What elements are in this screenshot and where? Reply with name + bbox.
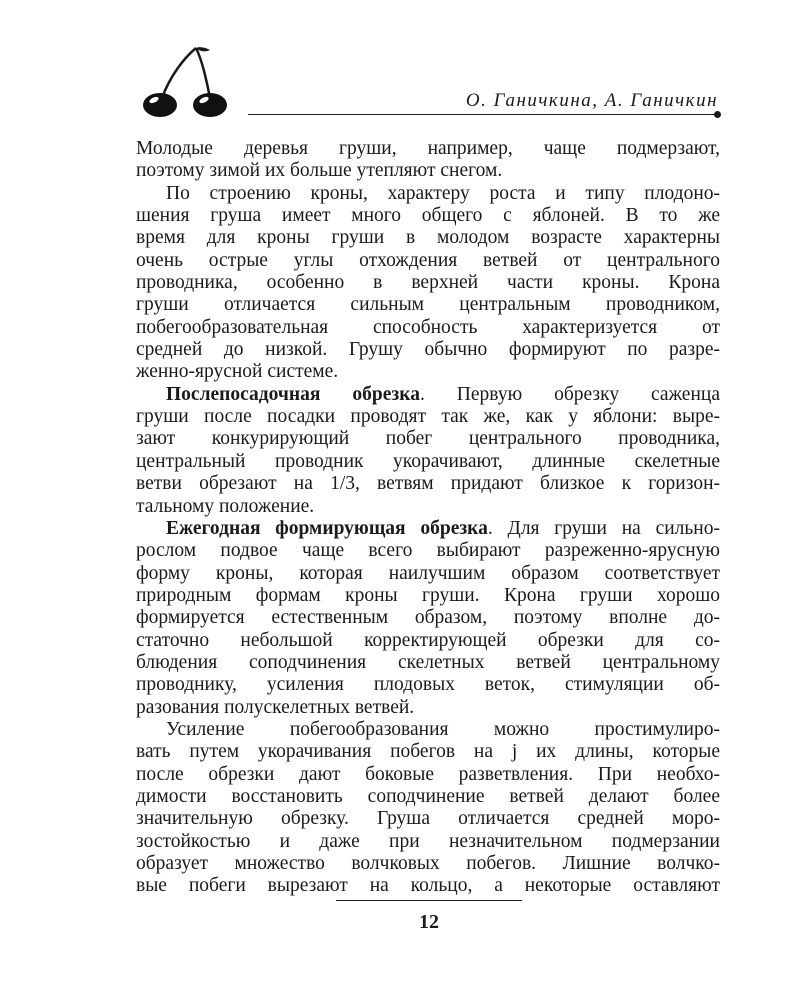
page-body bbox=[136, 138, 720, 898]
text-line: образует множество волчковых побегов. Лишние волчко- bbox=[136, 853, 720, 874]
cherries-icon bbox=[140, 40, 240, 120]
paragraph bbox=[136, 138, 720, 183]
text-line: Усиление побегообразования можно простимулиро- bbox=[166, 718, 720, 740]
text-line: тальному положение. bbox=[136, 495, 315, 517]
text-line: разования полускелетных ветвей. bbox=[136, 696, 415, 718]
text-line: статочно небольшой корректирующей обрезки для со- bbox=[136, 629, 720, 651]
text-line: Послепосадочная обрезка. Первую обрезку саженца bbox=[166, 383, 720, 405]
text-line: значительную обрезку. Груша отличается средней моро- bbox=[136, 808, 720, 830]
footer-rule bbox=[336, 900, 522, 901]
section-heading: Ежегодная формирующая обрезка bbox=[166, 517, 488, 539]
paragraph bbox=[136, 719, 720, 898]
text-line: центральный проводник укорачивают, длинные скелетные bbox=[136, 450, 720, 472]
text-line: проводнику, усиления плодовых веток, стимуляции об- bbox=[136, 674, 720, 696]
text-line: Молодые деревья груши, например, чаще подмерзают, bbox=[136, 138, 720, 159]
text-line: зают конкурирующий побег центрального проводника, bbox=[136, 428, 720, 450]
text-line: после обрезки дают боковые разветвления. При необхо- bbox=[136, 763, 720, 785]
text-line: По строению кроны, характеру роста и типу плодоно- bbox=[166, 182, 720, 204]
text-line: шения груша имеет много общего с яблоней. В то же bbox=[136, 205, 720, 227]
text-line: формируется естественным образом, поэтому вполне до- bbox=[136, 607, 720, 629]
text-line: побегообразовательная способность характеризуется от bbox=[136, 316, 720, 338]
text-line: проводника, особенно в верхней части кроны. Крона bbox=[136, 272, 720, 294]
text-line: зостойкостью и даже при незначительном подмерзании bbox=[136, 830, 720, 852]
text-line: время для кроны груши в молодом возрасте характерны bbox=[136, 227, 720, 249]
text-line: Ежегодная формирующая обрезка. Для груши на сильно- bbox=[166, 517, 720, 539]
text-line: блюдения соподчинения скелетных ветвей центральному bbox=[136, 651, 720, 673]
text-line: очень острые углы отхождения ветвей от центрального bbox=[136, 249, 720, 271]
text-line: груши после посадки проводят так же, как у яблони: выре- bbox=[136, 406, 720, 428]
running-header-authors: О. Ганичкина, А. Ганичкин bbox=[465, 90, 718, 111]
text-line: форму кроны, которая наилучшим образом соответствует bbox=[136, 562, 720, 584]
section-heading: Послепосадочная обрезка bbox=[166, 383, 420, 405]
text-line: рослом подвое чаще всего выбирают разреженно-ярусную bbox=[136, 540, 720, 562]
page-number: 12 bbox=[419, 911, 439, 933]
text-line: вать путем укорачивания побегов на j их длины, которые bbox=[136, 741, 720, 763]
text-line: димости восстановить соподчинение ветвей делают более bbox=[136, 785, 720, 807]
text-line: поэтому зимой их больше утепляют снегом. bbox=[136, 160, 503, 182]
paragraph bbox=[136, 183, 720, 384]
paragraph bbox=[136, 384, 720, 518]
text-line: груши отличается сильным центральным проводником, bbox=[136, 294, 720, 316]
header-rule-end-dot bbox=[714, 111, 721, 118]
paragraph bbox=[136, 518, 720, 719]
text-line: женно-ярусной системе. bbox=[136, 361, 339, 383]
text-line: природным формам кроны груши. Крона груши хорошо bbox=[136, 584, 720, 606]
text-line: вые побеги вырезают на кольцо, а некоторые оставляют bbox=[136, 875, 720, 897]
header-rule bbox=[248, 114, 718, 115]
text-line: средней до низкой. Грушу обычно формируют по разре- bbox=[136, 339, 720, 361]
text-line: ветви обрезают на 1/3, ветвям придают близкое к горизон- bbox=[136, 473, 720, 495]
